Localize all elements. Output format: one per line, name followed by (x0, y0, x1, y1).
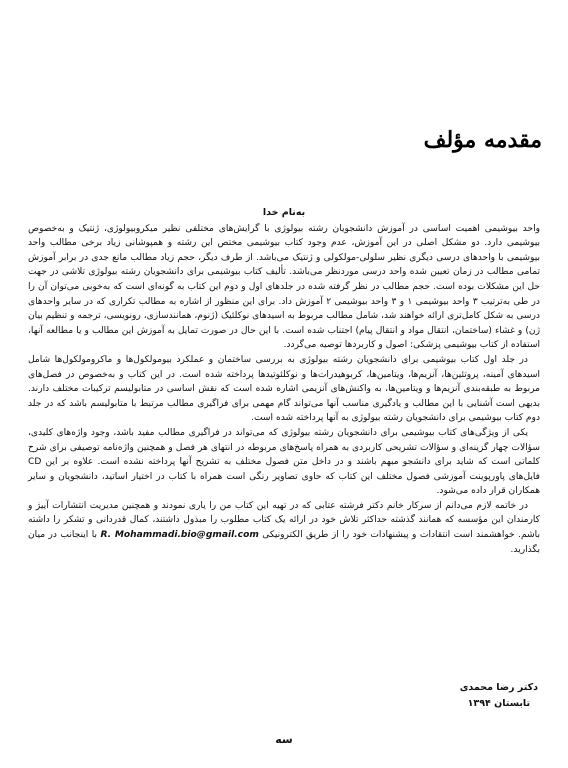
paragraph-1: واحد بیوشیمی اهمیت اساسی در آموزش دانشجویان رشته بیولوژی با گرایش‌های مختلفی نظیر میکروبیولوژی، ژنتیک و به‌خصوص بیوشیمی دارد. دو مشکل اصلی در این آموزش، عدم وجود کتاب بیوشیمی مختص این رشته و همپوشانی زیاد برخی مطالب واحد بیوشیمی با واحدهای درسی دیگری نظیر سلولی-مولکولی و ژنتیک می‌باشد. از طرف دیگر، حجم زیاد مطالب مانع جدی در برابر آموزش تمامی مطالب در زمان تعیین شده واحد درسی موردنظر می‌باشد. تألیف کتاب بیوشیمی برای دانشجویان رشته بیولوژی تلاشی در جهت حل این مشکلات بوده است. حجم مطالب در نظر گرفته شده در جلدهای اول و دوم این کتاب به گونه‌ای است که به‌خوبی می‌توان آن را در طی به‌ترتیب ۳ واحد بیوشیمی ۱ و ۳ واحد بیوشیمی ۲ آموزش داد. برای این منظور از اشاره به مطالب تکراری که در سایر واحدهای درسی به شکل کامل‌تری ارائه خواهند شد، شامل مطالب مربوط به اسیدهای نوکلئیک (ژنوم، همانندسازی، رونویسی، ترجمه و تنظیم بیان ژن) و غشاء (ساختمان، انتقال مواد و انتقال پیام) اجتناب شده است. با این حال در صورت تمایل به آموزش این مطالب و یا مطالعه آنها، استفاده از کتاب بیوشیمی پزشکی: اصول و کاربردها توصیه می‌گردد. (28, 223, 540, 351)
page-number: سه (275, 733, 293, 746)
page-title: مقدمه مؤلف (423, 127, 542, 153)
preface-body (28, 206, 540, 557)
paragraph-3: یکی از ویژگی‌های کتاب بیوشیمی برای دانشجویان رشته بیولوژی که می‌تواند در فراگیری مطالب مفید باشد، وجود واژه‌های کلیدی، سؤالات چهار گزینه‌ای و سؤالات تشریحی کاربردی به همراه پاسخ‌های مربوطه در انتهای هر فصل و همچنین واژه‌نامه توصیفی برای شرح کلماتی است که شاید برای دانشجو مبهم باشند و در داخل متن فصول مختلف به تشریح آنها پرداخته نشده است. علاوه بر این CD فایل‌های پاورپوینت آموزشی فصول مختلف این کتاب که حاوی تصاویر رنگی است همراه با کتاب در اختیار اساتید، دانشجویان و سایر همکاران قرار داده می‌شود. (28, 427, 540, 497)
invocation-line: به‌نام خدا (262, 207, 306, 218)
author-name: دکتر رضا محمدی (459, 682, 538, 693)
closing-text-end: با اینجانب در میان بگذارید. (28, 530, 540, 555)
signature-date: تابستان ۱۳۹۴ (467, 698, 531, 709)
paragraph-4 (28, 499, 540, 557)
author-email: R. Mohammadi.bio@gmail.com (100, 530, 259, 541)
closing-text: در خاتمه لازم می‌دانم از سرکار خانم دکتر فرشته عتابی که در تهیه این کتاب من را یاری نمودند و همچنین مدیریت انتشارات آییژ و کارمندان این مؤسسه که همانند گذشته حداکثر تلاش خود در ارائه یک کتاب مطلوب را مبذول داشتند، کمال قدردانی و تشکر را داشته باشم. خواهشمند است انتقادات و پیشنهادات خود را از طریق الکترونیکی (28, 500, 540, 541)
paragraph-2: در جلد اول کتاب بیوشیمی برای دانشجویان رشته بیولوژی به بررسی ساختمان و عملکرد بیومولکول‌ها و ماکرومولکول‌ها شامل اسیدهای آمینه، پروتئین‌ها، آنزیم‌ها، ویتامین‌ها، کربوهیدرات‌ها و نوکلئوتیدها پرداخته شده است. در این کتاب و به‌خصوص در فصل‌های مربوط به طبقه‌بندی آنزیم‌ها و ویتامین‌ها، به واکنش‌های آنزیمی اشاره شده است که نقش اساسی در متابولیسم ترکیبات مختلف دارند. بدیهی است آشنایی با این مطالب و یادگیری مناسب آنها می‌تواند گام مهمی برای فراگیری مطالب مرتبط با متابولیسم باشد که در جلد دوم کتاب بیوشیمی برای دانشجویان رشته بیولوژی به آنها پرداخته شده است. (28, 354, 540, 424)
author-signature (460, 680, 538, 712)
